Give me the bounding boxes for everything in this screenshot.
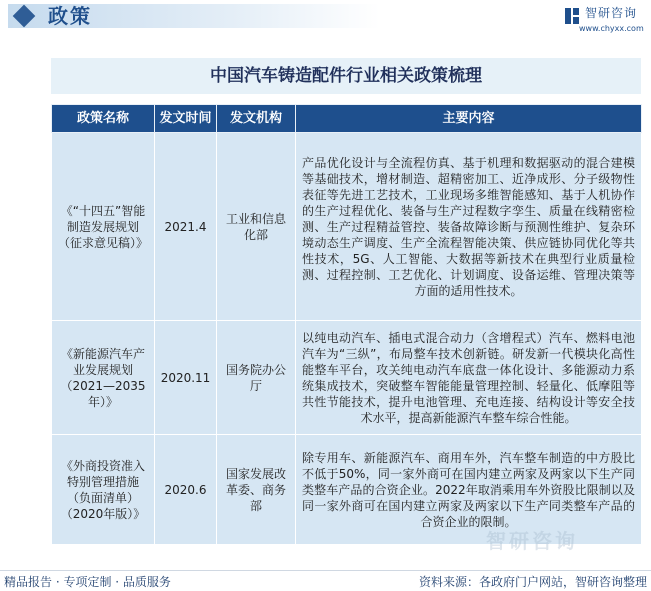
- column-header-policy-name: 政策名称: [52, 105, 155, 133]
- policy-table: [51, 104, 642, 545]
- policy-name-cell: 《外商投资准入特别管理措施（负面清单）（2020年版）》: [52, 435, 155, 545]
- table-row: [52, 321, 642, 435]
- issuer-cell: 国家发展改革委、商务部: [217, 435, 296, 545]
- footer: [0, 570, 651, 591]
- table-title: 中国汽车铸造配件行业相关政策梳理: [51, 58, 641, 94]
- content-cell: 除专用车、新能源汽车、商用车外，汽车整车制造的中方股比不低于50%，同一家外商可在国内建立两家及两家以下生产同类整车产品的合资企业。2022年取消乘用车外资股比限制以及同一家外商可在国内建立两家及两家以下生产同类整车产品的合资企业的限制。: [296, 435, 642, 545]
- brand-logo-icon: [565, 8, 579, 24]
- content-cell: 以纯电动汽车、插电式混合动力（含增程式）汽车、燃料电池汽车为“三纵”，布局整车技术创新链。研发新一代模块化高性能整车平台，攻关纯电动汽车底盘一体化设计、多能源动力系统集成技术，突破整车智能能量管理控制、轻量化、低摩阻等共性节能技术，提升电池管理、充电连接、结构设计等安全技术水平，提高新能源汽车整车综合性能。: [296, 321, 642, 435]
- date-cell: 2021.4: [155, 133, 217, 321]
- content-cell: 产品优化设计与全流程仿真、基于机理和数据驱动的混合建模等基础技术，增材制造、超精密加工、近净成形、分子级物性表征等先进工艺技术，工业现场多维智能感知、基于人机协作的生产过程优化、装备与生产过程数字孪生、质量在线精密检测、生产过程精益管控、装备故障诊断与预测性维护、复杂环境动态生产调度、生产全流程智能决策、供应链协同优化等共性技术，5G、人工智能、大数据等新技术在典型行业质量检测、过程控制、工艺优化、计划调度、设备运维、管理决策等方面的适用性技术。: [296, 133, 642, 321]
- issuer-cell: 国务院办公厅: [217, 321, 296, 435]
- column-header-issuer: 发文机构: [217, 105, 296, 133]
- section-title: 政策: [48, 4, 92, 28]
- date-cell: 2020.11: [155, 321, 217, 435]
- brand-name: 智研咨询: [585, 6, 638, 20]
- brand-url: www.chyxx.com: [579, 24, 644, 33]
- watermark: 智研咨询: [486, 529, 578, 553]
- issuer-cell: 工业和信息化部: [217, 133, 296, 321]
- policy-name-cell: 《新能源汽车产业发展规划（2021—2035年）》: [52, 321, 155, 435]
- footer-source: 资料来源：各政府门户网站，智研咨询整理: [418, 575, 647, 589]
- column-header-date: 发文时间: [155, 105, 217, 133]
- policy-name-cell: 《“十四五”智能制造发展规划（征求意见稿）》: [52, 133, 155, 321]
- column-header-content: 主要内容: [296, 105, 642, 133]
- footer-tagline: 精品报告 · 专项定制 · 品质服务: [4, 575, 171, 589]
- date-cell: 2020.6: [155, 435, 217, 545]
- table-header-row: [52, 105, 642, 133]
- top-header: [0, 0, 651, 42]
- table-row: [52, 133, 642, 321]
